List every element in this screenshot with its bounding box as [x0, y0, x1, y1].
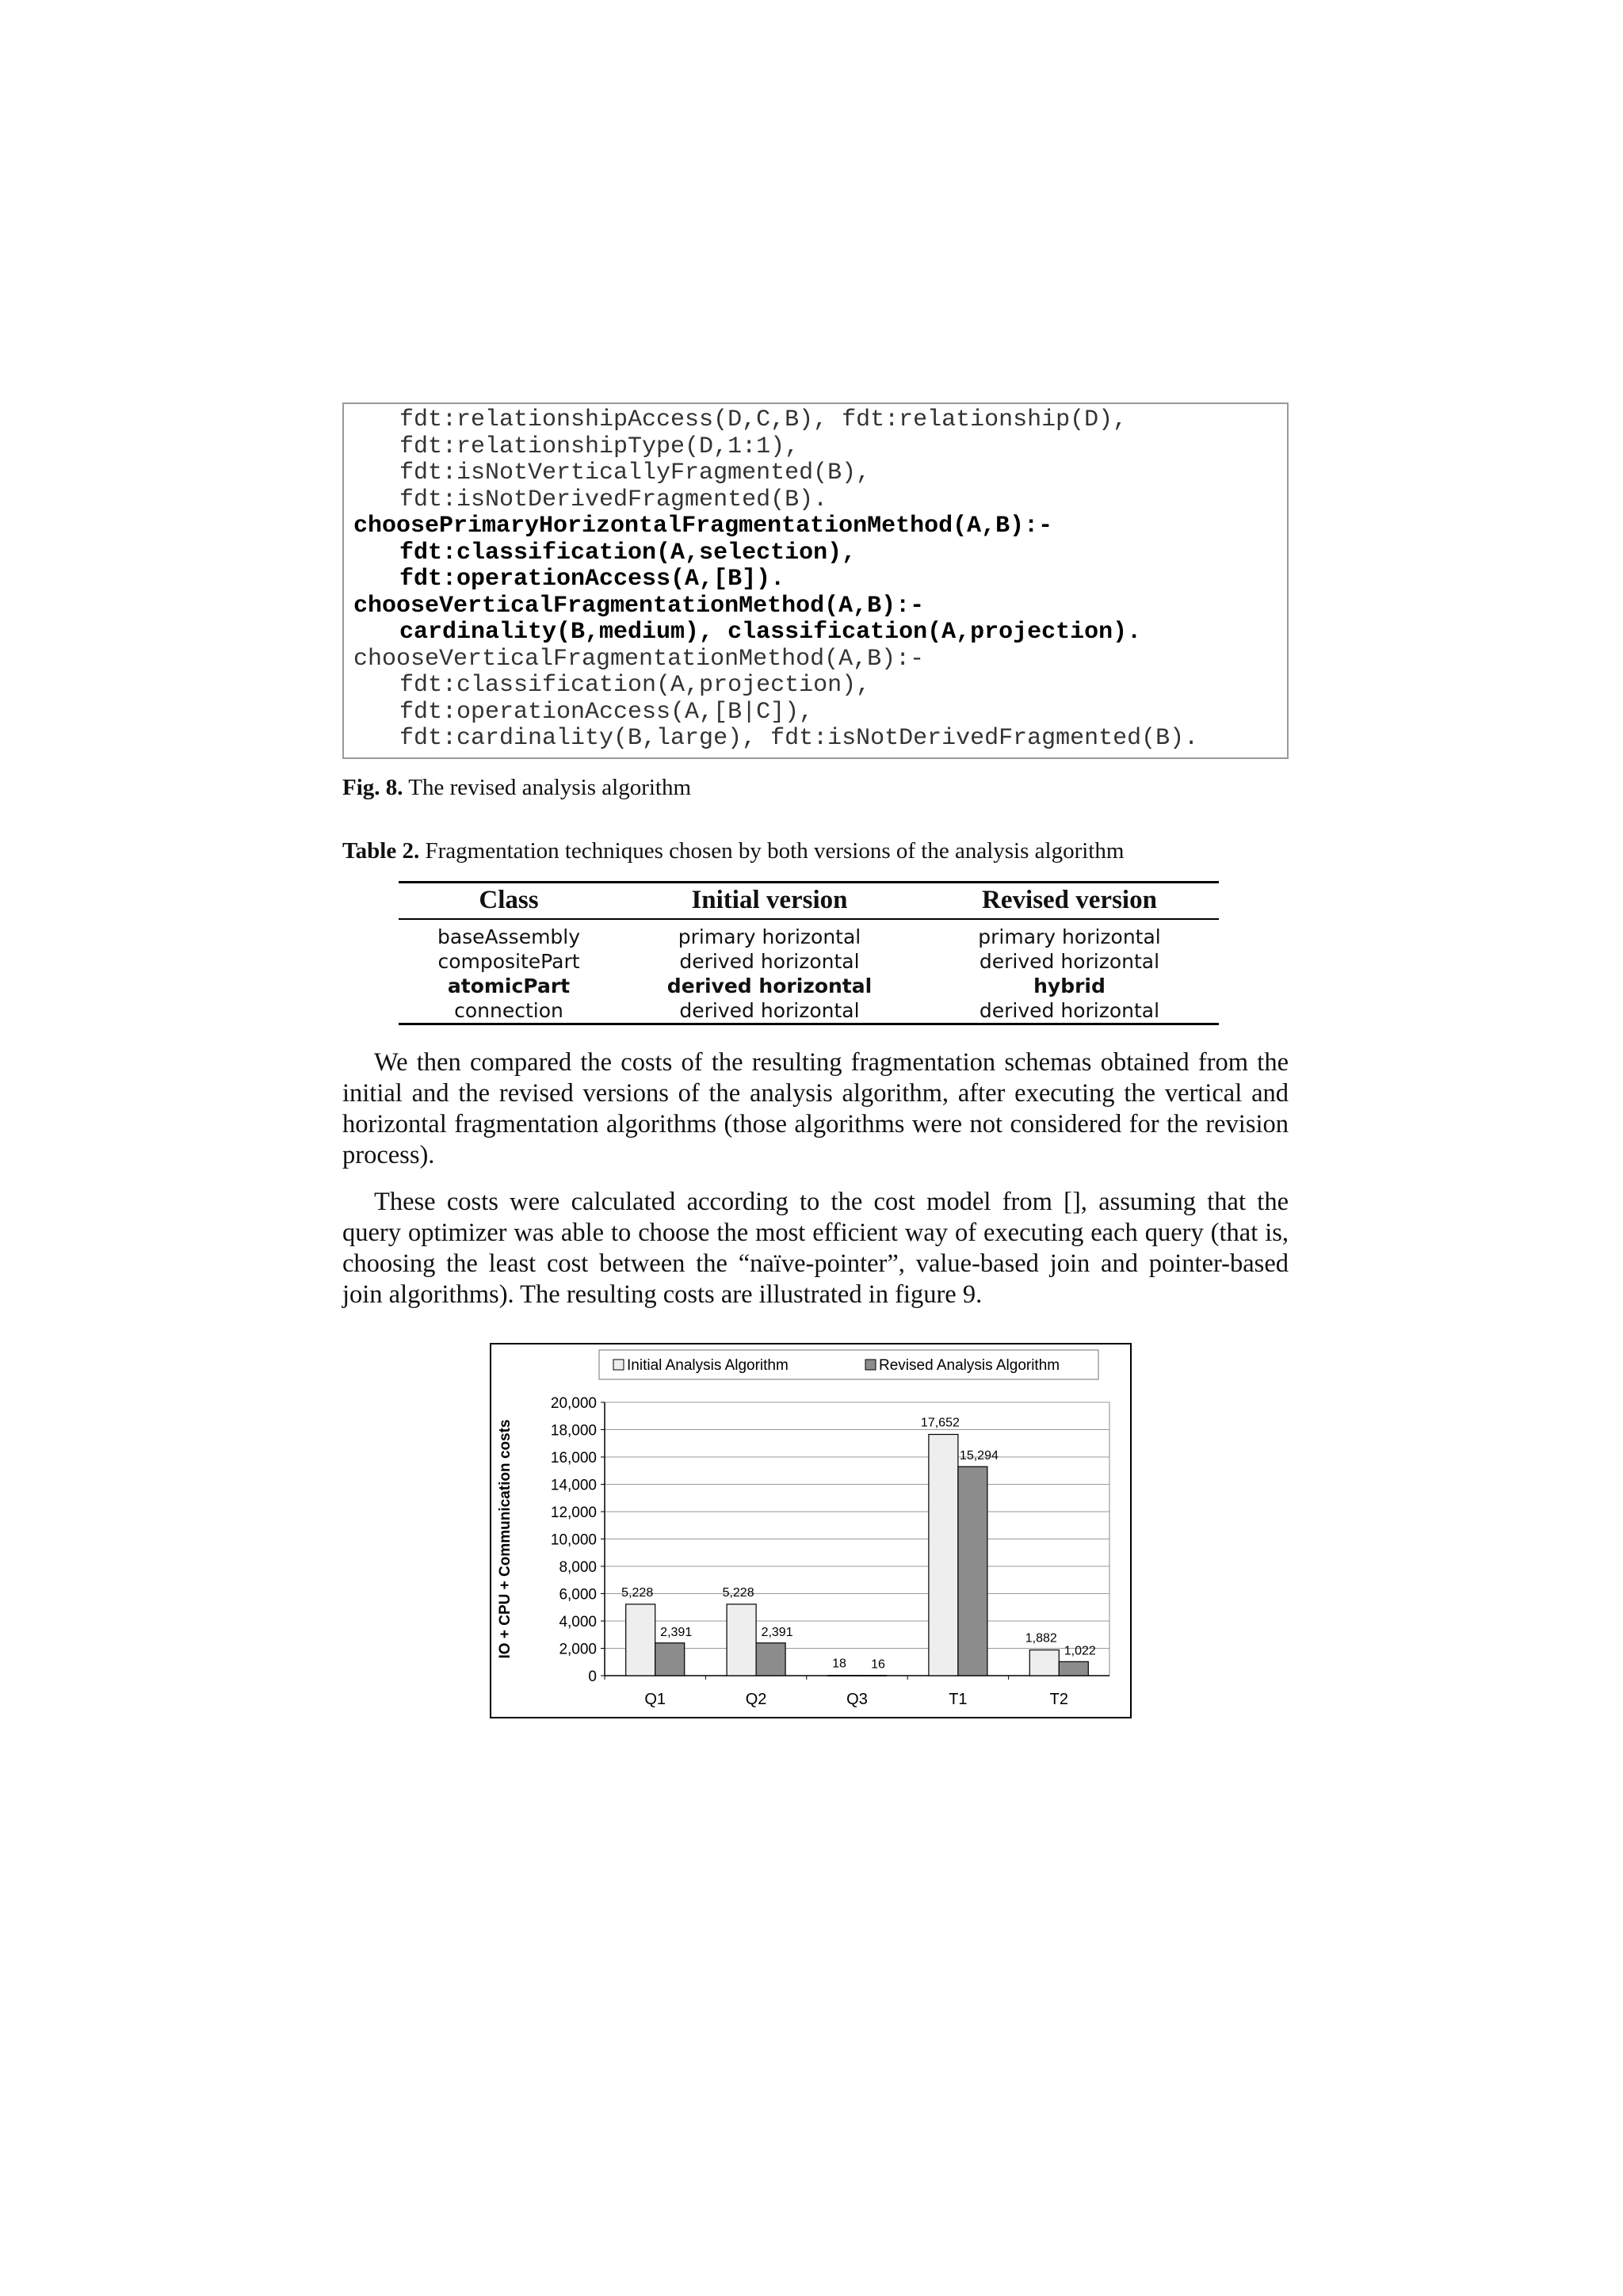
table-cell: derived horizontal [619, 998, 920, 1024]
legend-label: Initial Analysis Algorithm [627, 1357, 789, 1374]
paragraph-1: We then compared the costs of the resulting fragmentation schemas obtained from the initial and the revised versions of the analysis algorithm, after executing the vertical and horizontal fragmentation algorithms (those algorithms were not considered for the revision process). [342, 1048, 1289, 1169]
data-label: 2,391 [660, 1625, 693, 1639]
bar [929, 1435, 958, 1676]
code-line: fdt:isNotDerivedFragmented(B). [399, 486, 828, 513]
y-tick-label: 16,000 [550, 1450, 597, 1466]
bar [626, 1604, 655, 1676]
data-label: 15,294 [959, 1449, 999, 1463]
y-tick-label: 10,000 [550, 1531, 597, 1549]
y-tick-label: 12,000 [550, 1505, 597, 1521]
table-row [399, 998, 1219, 1024]
y-tick-label: 6,000 [559, 1586, 597, 1604]
data-label: 2,391 [761, 1625, 793, 1639]
data-label: 5,228 [722, 1585, 754, 1600]
y-tick-label: 0 [588, 1669, 597, 1685]
legend-swatch [613, 1360, 624, 1370]
table-cell: connection [399, 998, 619, 1024]
header-class: Class [399, 883, 619, 920]
data-label: 5,228 [621, 1585, 654, 1600]
code-line: fdt:relationshipAccess(D,C,B), fdt:relationship(D), [399, 406, 1128, 433]
x-tick-label: Q3 [846, 1691, 868, 1708]
data-label: 18 [832, 1657, 846, 1671]
table-cell: baseAssembly [437, 925, 581, 948]
bar [756, 1643, 785, 1676]
code-line: fdt:isNotVerticallyFragmented(B), [399, 460, 871, 486]
y-tick-label: 4,000 [559, 1614, 597, 1630]
y-tick-label: 14,000 [550, 1477, 597, 1494]
legend-swatch [865, 1360, 876, 1370]
data-label: 16 [871, 1657, 885, 1672]
paragraph-2: These costs were calculated according to the cost model from [], assuming that the query optimizer was able to choose the most efficient way of executing each query (that is, choosing the least cost between the “naïve-pointer”, value-based join and pointer-based join algorithms). The resulting costs are illustrated in figure 9. [342, 1188, 1289, 1309]
table-2-caption [342, 837, 1124, 865]
table-row [399, 919, 1219, 949]
code-line: chooseVerticalFragmentationMethod(A,B):- [353, 592, 925, 620]
x-tick-label: T2 [1049, 1691, 1068, 1708]
table-cell: hybrid [1033, 974, 1106, 997]
y-tick-label: 8,000 [559, 1559, 597, 1576]
data-label: 1,022 [1064, 1644, 1096, 1658]
legend-label: Revised Analysis Algorithm [879, 1357, 1060, 1374]
figure-8-caption [342, 773, 691, 802]
code-line: fdt:classification(A,selection), [399, 539, 857, 566]
cost-bar-chart [490, 1343, 1132, 1718]
x-tick-label: T1 [949, 1691, 968, 1708]
code-line: fdt:operationAccess(A,[B]). [399, 566, 785, 593]
y-tick-label: 18,000 [550, 1422, 597, 1440]
y-axis-title: IO + CPU + Communication costs [497, 1419, 514, 1659]
table-cell: derived horizontal [979, 950, 1160, 973]
table-header-row [399, 883, 1219, 920]
bar [958, 1466, 987, 1676]
code-line: fdt:classification(A,projection), [399, 672, 871, 699]
table-cell: derived horizontal [666, 974, 873, 997]
x-tick-label: Q1 [644, 1691, 666, 1708]
bar [655, 1643, 685, 1676]
bar [727, 1604, 756, 1676]
table-row-highlighted [399, 974, 1219, 998]
y-tick-label: 2,000 [559, 1641, 597, 1658]
code-line: choosePrimaryHorizontalFragmentationMethod(A,B):- [353, 513, 1053, 540]
table-cell: derived horizontal [679, 950, 860, 973]
table-cell: compositePart [437, 950, 580, 973]
header-revised-version: Revised version [920, 883, 1219, 920]
bar [1059, 1661, 1088, 1676]
code-line: fdt:operationAccess(A,[B|C]), [399, 698, 814, 726]
table-cell: atomicPart [447, 974, 571, 997]
table-row [399, 949, 1219, 974]
code-line: chooseVerticalFragmentationMethod(A,B):- [353, 645, 925, 673]
fragmentation-table [399, 881, 1219, 1025]
code-listing [342, 402, 1289, 759]
code-line: cardinality(B,medium), classification(A,projection). [399, 619, 1142, 646]
x-tick-label: Q2 [745, 1691, 767, 1708]
figure-8-caption-text: The revised analysis algorithm [403, 775, 692, 800]
table-cell: primary horizontal [678, 925, 861, 948]
data-label: 17,652 [920, 1416, 960, 1430]
code-line: fdt:relationshipType(D,1:1), [399, 433, 800, 460]
table-2-caption-text: Fragmentation techniques chosen by both versions of the analysis algorithm [419, 838, 1125, 864]
header-initial-version: Initial version [619, 883, 920, 920]
figure-8-label: Fig. 8. [342, 775, 403, 800]
table-cell: derived horizontal [920, 998, 1219, 1024]
table-2-label: Table 2. [342, 838, 420, 864]
code-line: fdt:cardinality(B,large), fdt:isNotDerivedFragmented(B). [399, 725, 1199, 752]
y-tick-label: 20,000 [550, 1395, 597, 1412]
bar [1029, 1650, 1059, 1676]
data-label: 1,882 [1025, 1631, 1057, 1646]
table-cell: primary horizontal [978, 925, 1161, 948]
